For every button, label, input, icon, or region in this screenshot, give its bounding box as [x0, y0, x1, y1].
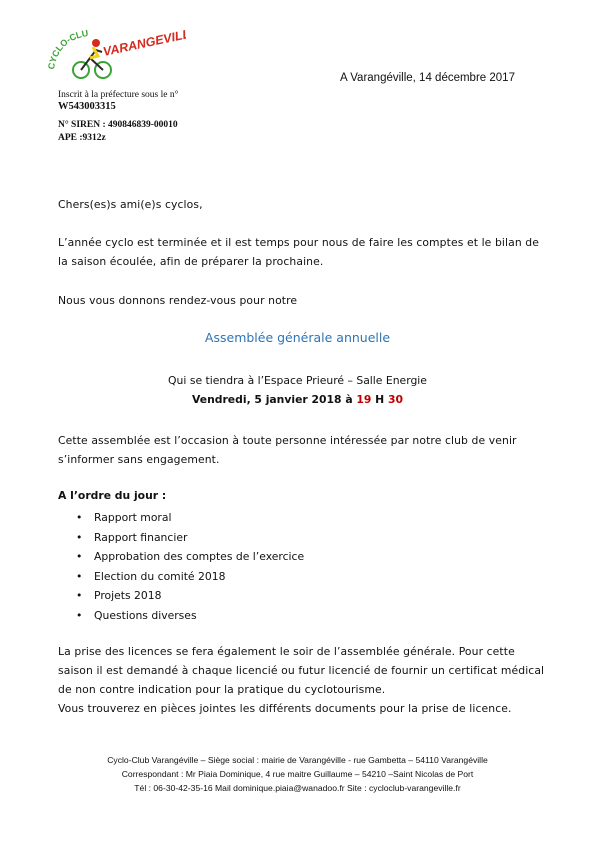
- footer-correspondent: Correspondant : Mr Piaia Dominique, 4 rue maitre Guillaume – 54210 –Saint Nicolas de Port: [121, 769, 474, 779]
- logo-text-main: VARANGEVILLE: [101, 26, 186, 59]
- datetime-h: H: [371, 393, 388, 406]
- paragraph-intro: L’année cyclo est terminée et il est temps pour nous de faire les comptes et le bilan de la saison écoulée, afin de préparer la prochaine.: [58, 236, 539, 268]
- bullet-icon: •: [76, 589, 83, 602]
- date-line: A Varangéville, 14 décembre 2017: [340, 72, 515, 84]
- bullet-icon: •: [76, 569, 83, 583]
- footer: [0, 753, 595, 795]
- footer-contact: Tél : 06-30-42-35-16 Mail dominique.piaia@wanadoo.fr Site : cycloclub-varangeville.fr: [134, 783, 461, 793]
- logo-text-top: CYCLO-CLU: [46, 27, 89, 71]
- bullet-icon: •: [76, 530, 83, 544]
- prefecture-line: Inscrit à la préfecture sous le n°: [58, 90, 179, 100]
- assembly-title: Assemblée générale annuelle: [204, 330, 391, 345]
- agenda-item-label: Projets 2018: [94, 589, 162, 602]
- list-item: [76, 508, 304, 528]
- list-item: [76, 528, 304, 548]
- attachments-text: Vous trouverez en pièces jointes les différents documents pour la prise de licence.: [58, 702, 512, 715]
- bullet-icon: •: [76, 550, 83, 563]
- datetime-hour: 19: [356, 393, 372, 406]
- greeting: Chers(es)s ami(e)s cyclos,: [58, 198, 203, 211]
- agenda-title: A l’ordre du jour :: [58, 489, 167, 502]
- licence-text: La prise des licences se fera également le soir de l’assemblée générale. Pour cette saison il est demandé à chaque licencié ou futur licencié de fournir un certificat médical de non contre indication pour la pratique du cyclotourisme.: [58, 645, 545, 696]
- agenda-list: [76, 508, 304, 625]
- paragraph-invite: Nous vous donnons rendez-vous pour notre: [58, 294, 298, 307]
- venue-line: Qui se tiendra à l’Espace Prieuré – Salle Energie: [168, 374, 427, 387]
- paragraph-licences: [58, 642, 553, 718]
- list-item: [76, 567, 304, 587]
- agenda-item-label: Questions diverses: [94, 608, 197, 622]
- agenda-item-label: Election du comité 2018: [94, 569, 226, 583]
- meeting-datetime: [0, 393, 595, 406]
- ape-code: APE :9312z: [58, 133, 106, 143]
- footer-address: Cyclo-Club Varangéville – Siège social : mairie de Varangéville - rue Gambetta – 54110 Varangéville: [107, 755, 488, 765]
- agenda-item-label: Approbation des comptes de l’exercice: [94, 550, 305, 563]
- bullet-icon: •: [76, 608, 83, 622]
- datetime-minutes: 30: [387, 393, 403, 406]
- agenda-item-label: Rapport moral: [94, 511, 172, 524]
- list-item: [76, 606, 304, 626]
- datetime-prefix: Vendredi, 5 janvier 2018 à: [191, 393, 357, 406]
- list-item: [76, 586, 304, 606]
- list-item: [76, 547, 304, 567]
- svg-text:CYCLO-CLUB: [46, 26, 89, 70]
- agenda-item-label: Rapport financier: [94, 530, 188, 544]
- club-logo: [46, 26, 186, 84]
- paragraph-open-invite: Cette assemblée est l’occasion à toute personne intéressée par notre club de venir s’informer sans engagement.: [58, 434, 517, 466]
- siren-number: N° SIREN : 490846839-00010: [58, 120, 178, 130]
- bullet-icon: •: [76, 511, 83, 524]
- registration-number: W543003315: [58, 101, 116, 112]
